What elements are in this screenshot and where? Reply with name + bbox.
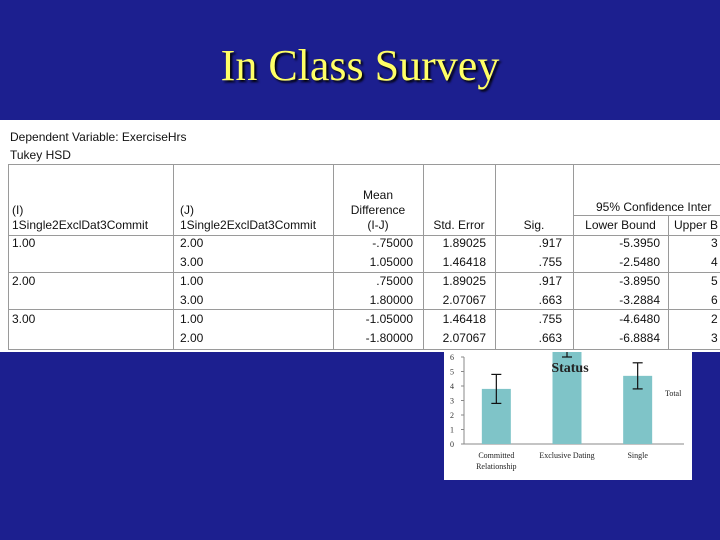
table-cell-se: 2.07067 <box>442 293 486 307</box>
table-cell-diff: 1.05000 <box>369 255 413 269</box>
table-cell-lower: -6.8884 <box>619 331 660 345</box>
header-mean-diff-1: Mean <box>362 188 394 202</box>
table-cell-j: 2.00 <box>180 331 204 345</box>
table-cell-j: 3.00 <box>180 255 204 269</box>
y-tick-label: 0 <box>450 440 454 449</box>
header-upper-bound: Upper B <box>674 218 719 232</box>
x-tick-label: Single <box>627 451 648 460</box>
header-j: (J) <box>180 203 194 217</box>
method-label: Tukey HSD <box>10 148 71 162</box>
table-cell-j: 1.00 <box>180 274 204 288</box>
tukey-table <box>0 120 720 352</box>
slide-title: In Class Survey <box>220 41 500 90</box>
y-tick-label: 5 <box>450 367 454 377</box>
table-cell-lower: -3.8950 <box>619 274 660 288</box>
header-j-var: 1Single2ExclDat3Commit <box>180 218 317 232</box>
y-tick-label: 1 <box>450 425 454 435</box>
bar <box>553 343 582 445</box>
table-cell-diff: -1.80000 <box>365 331 413 345</box>
table-cell-diff: -1.05000 <box>365 312 413 326</box>
header-mean-diff-2: Difference <box>350 203 406 217</box>
table-cell-diff: .75000 <box>376 274 413 288</box>
y-tick-label: 3 <box>450 396 454 406</box>
table-cell-j: 3.00 <box>180 293 204 307</box>
table-cell-j: 2.00 <box>180 236 204 250</box>
table-cell-sig: .663 <box>538 293 562 307</box>
table-cell-j: 1.00 <box>180 312 204 326</box>
bar-chart <box>444 330 692 480</box>
y-tick-label: 4 <box>450 382 454 391</box>
table-cell-se: 1.89025 <box>442 274 486 288</box>
y-tick-label: 6 <box>450 353 454 362</box>
table-cell-upper: 4 <box>711 255 718 269</box>
table-cell-lower: -4.6480 <box>619 312 660 326</box>
y-tick-label: 2 <box>450 411 454 420</box>
header-sig: Sig. <box>523 218 545 232</box>
table-cell-upper: 6 <box>711 293 718 307</box>
bar-chart-panel <box>444 330 692 480</box>
legend-label: Total <box>665 389 682 398</box>
header-mean-diff-3: (I-J) <box>367 218 389 232</box>
table-cell-sig: .663 <box>538 331 562 345</box>
table-cell-upper: 5 <box>711 274 718 288</box>
table-cell-lower: -5.3950 <box>619 236 660 250</box>
table-cell-i: 2.00 <box>12 274 36 288</box>
table-cell-lower: -3.2884 <box>619 293 660 307</box>
table-cell-lower: -2.5480 <box>619 255 660 269</box>
chart-title: Status <box>551 361 589 376</box>
table-cell-se: 1.89025 <box>442 236 486 250</box>
table-cell-diff: 1.80000 <box>369 293 413 307</box>
table-cell-upper: 2 <box>711 312 718 326</box>
table-cell-diff: -.75000 <box>372 236 413 250</box>
table-cell-upper: 3 <box>711 236 718 250</box>
table-cell-sig: .917 <box>538 274 562 288</box>
x-tick-label: Exclusive Dating <box>539 451 595 460</box>
header-ci: 95% Confidence Inter <box>596 200 712 214</box>
table-cell-i: 3.00 <box>12 312 36 326</box>
table-cell-sig: .755 <box>538 312 562 326</box>
header-i: (I) <box>12 203 24 217</box>
table-cell-sig: .917 <box>538 236 562 250</box>
table-cell-sig: .755 <box>538 255 562 269</box>
table-cell-se: 2.07067 <box>442 331 486 345</box>
header-lower-bound: Lower Bound <box>585 218 656 232</box>
table-cell-i: 1.00 <box>12 236 36 250</box>
header-std-error: Std. Error <box>433 218 485 232</box>
table-cell-se: 1.46418 <box>442 312 486 326</box>
table-cell-se: 1.46418 <box>442 255 486 269</box>
header-i-var: 1Single2ExclDat3Commit <box>12 218 149 232</box>
x-tick-label: Committed <box>478 451 515 460</box>
table-cell-upper: 3 <box>711 331 718 345</box>
dependent-variable-label: Dependent Variable: ExerciseHrs <box>10 130 187 144</box>
x-tick-label: Relationship <box>476 462 517 471</box>
